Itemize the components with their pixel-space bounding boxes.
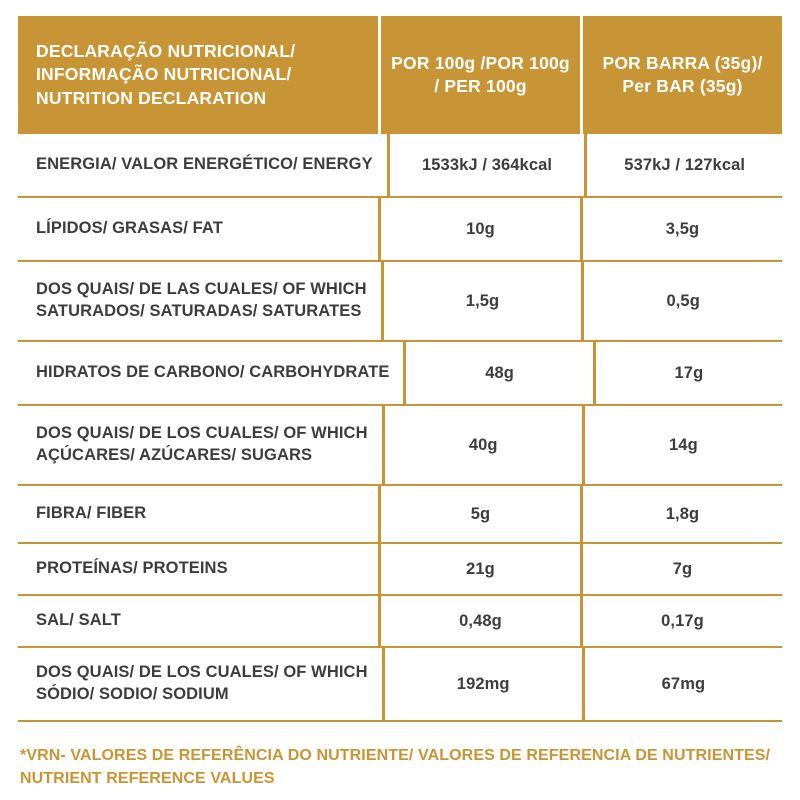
- table-row: [18, 262, 782, 342]
- nutrient-name-cell: [18, 134, 387, 196]
- value-per-bar: 7g: [580, 544, 782, 594]
- header-cell-declaration: [18, 16, 378, 134]
- header-per100-line1: POR 100g /POR 100g: [391, 52, 570, 73]
- nutrient-name-cell: [18, 648, 382, 720]
- header-cell-per-100g: [378, 16, 580, 134]
- nutrient-name-line2: SATURADOS/ SATURADAS/ SATURATES: [36, 302, 362, 320]
- nutrient-name-line1: DOS QUAIS/ DE LOS CUALES/ OF WHICH: [36, 424, 368, 443]
- footnote-line2: NUTRIENT REFERENCE VALUES: [20, 769, 275, 787]
- value-per-100g: 192mg: [382, 648, 582, 720]
- table-header: [18, 16, 782, 134]
- value-per-100g: 5g: [378, 486, 580, 542]
- nutrient-name-line1: HIDRATOS DE CARBONO/ CARBOHYDRATE: [36, 363, 390, 382]
- nutrient-name-line1: PROTEÍNAS/ PROTEINS: [36, 559, 228, 578]
- table-row: [18, 596, 782, 648]
- value-per-100g: 48g: [403, 342, 592, 404]
- footnote-line1: *VRN- VALORES DE REFERÊNCIA DO NUTRIENTE/ VALORES DE REFERENCIA DE NUTRIENTES/: [20, 746, 771, 764]
- nutrient-name-cell: [18, 342, 403, 404]
- header-perbar-line1: POR BARRA (35g)/: [602, 52, 763, 73]
- value-per-100g: 1533kJ / 364kcal: [387, 134, 585, 196]
- table-row: [18, 544, 782, 596]
- nutrient-name-line2: AÇÚCARES/ AZÚCARES/ SUGARS: [36, 446, 313, 464]
- footnote: [18, 730, 782, 790]
- nutrient-name-cell: [18, 486, 378, 542]
- table-row: [18, 406, 782, 486]
- header-declaration-line3: NUTRITION DECLARATION: [36, 87, 267, 108]
- nutrient-name-cell: [18, 544, 378, 594]
- value-per-bar: 14g: [582, 406, 782, 484]
- nutrient-name-cell: [18, 406, 382, 484]
- header-cell-per-bar: [580, 16, 782, 134]
- value-per-100g: 10g: [378, 198, 580, 260]
- value-per-bar: 537kJ / 127kcal: [584, 134, 782, 196]
- nutrient-name-cell: [18, 262, 381, 340]
- header-declaration-line1: DECLARAÇÃO NUTRICIONAL/: [36, 41, 296, 62]
- value-per-bar: 0,5g: [581, 262, 782, 340]
- table-row: [18, 342, 782, 406]
- value-per-100g: 40g: [382, 406, 582, 484]
- header-declaration-line2: INFORMAÇÃO NUTRICIONAL/: [36, 64, 292, 85]
- value-per-bar: 1,8g: [580, 486, 782, 542]
- nutrient-name-line1: LÍPIDOS/ GRASAS/ FAT: [36, 219, 223, 238]
- nutrient-name-line1: SAL/ SALT: [36, 611, 121, 630]
- header-per100-line2: / PER 100g: [434, 76, 527, 96]
- table-row: [18, 198, 782, 262]
- value-per-bar: 0,17g: [580, 596, 782, 646]
- value-per-100g: 21g: [378, 544, 580, 594]
- table-row: [18, 648, 782, 722]
- header-perbar-line2: Per BAR (35g): [622, 76, 743, 96]
- nutrient-name-line1: DOS QUAIS/ DE LAS CUALES/ OF WHICH: [36, 280, 367, 299]
- nutrient-name-line1: ENERGIA/ VALOR ENERGÉTICO/ ENERGY: [36, 155, 373, 174]
- nutrient-name-line1: FIBRA/ FIBER: [36, 504, 147, 523]
- nutrient-name-line2: SÓDIO/ SODIO/ SODIUM: [36, 685, 229, 703]
- table-row: [18, 486, 782, 544]
- nutrient-name-cell: [18, 596, 378, 646]
- value-per-bar: 3,5g: [580, 198, 782, 260]
- value-per-100g: 0,48g: [378, 596, 580, 646]
- nutrient-name-line1: DOS QUAIS/ DE LOS CUALES/ OF WHICH: [36, 663, 368, 682]
- value-per-bar: 67mg: [582, 648, 782, 720]
- value-per-bar: 17g: [593, 342, 782, 404]
- table-body: [18, 134, 782, 730]
- nutrient-name-cell: [18, 198, 378, 260]
- table-row: [18, 134, 782, 198]
- value-per-100g: 1,5g: [381, 262, 582, 340]
